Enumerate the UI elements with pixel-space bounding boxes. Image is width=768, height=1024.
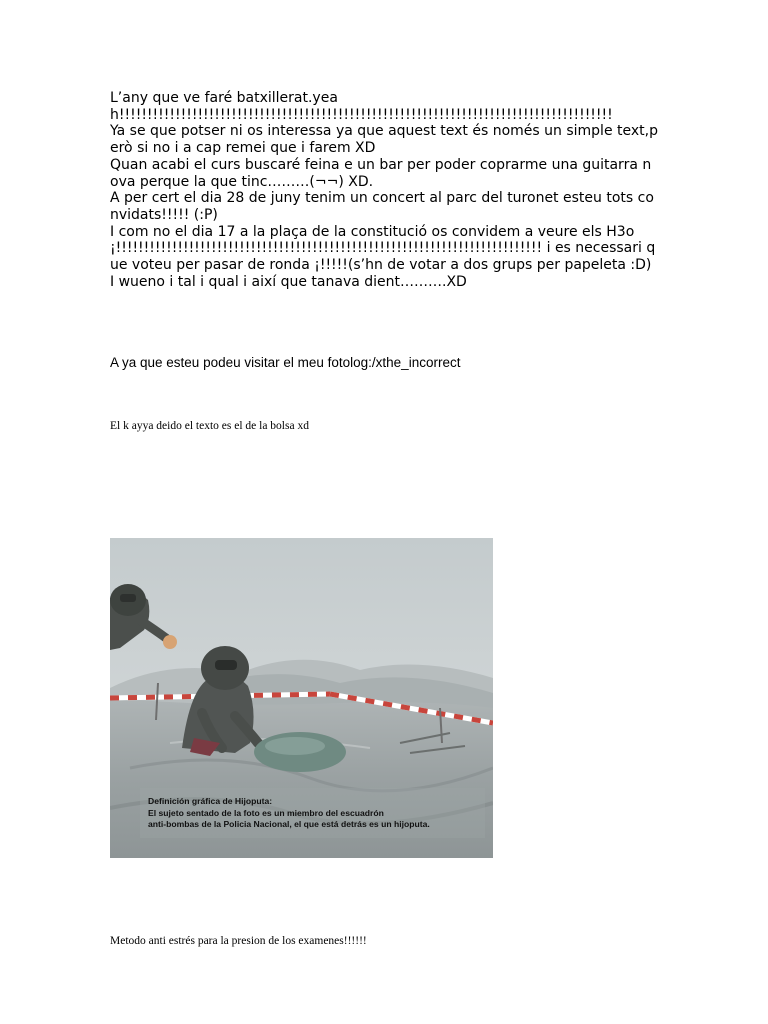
footer-line: Metodo anti estrés para la presion de los examenes!!!!!! xyxy=(110,935,367,947)
photo-bomb-squad xyxy=(110,538,493,858)
fotolog-line: A ya que esteu podeu visitar el meu fotolog:/xthe_incorrect xyxy=(110,355,461,370)
main-text-block xyxy=(110,90,658,290)
paragraph-vote: I com no el dia 17 a la plaça de la constitució os convidem a veure els H3o ¡!!!!!!!!!!!!!!!!!!!!!!!!!!!!!!!!!!!!!!!!!!!!!!!!!!!!!!!!!!!!!!!!!!!!!!!!!!!! i es necessari que voteu per pasar de ronda ¡!!!!!(s’hn de votar a dos grups per papeleta :D) xyxy=(110,223,656,274)
paragraph-closing: I wueno i tal i qual i així que tanava dient……….XD xyxy=(110,273,467,290)
paragraph-interest: Ya se que potser ni os interessa ya que aquest text és només un simple text,però si no i a cap remei que i farem XD xyxy=(110,123,658,157)
caption-line-3: anti-bombas de la Policia Nacional, el que está detrás es un hijoputa. xyxy=(148,819,430,829)
paragraph-guitar: Quan acabi el curs buscaré feina e un bar per poder coprarme una guitarra nova perque la que tinc………(¬¬) XD. xyxy=(110,156,652,190)
caption-line-1: Definición gráfica de Hijoputa: xyxy=(148,796,273,806)
note-line: El k ayya deido el texto es el de la bolsa xd xyxy=(110,420,309,432)
paragraph-batxillerat: L’any que ve faré batxillerat.yeah!!!!!!!!!!!!!!!!!!!!!!!!!!!!!!!!!!!!!!!!!!!!!!!!!!!!!!!!!!!!!!!!!!!!!!!!!!!!!!!!!!!!!!!! xyxy=(110,90,613,123)
paragraph-concert: A per cert el dia 28 de juny tenim un concert al parc del turonet esteu tots convidats!!!!! (:P) xyxy=(110,190,654,223)
photo-caption xyxy=(148,796,488,831)
caption-line-2: El sujeto sentado de la foto es un miembro del escuadrón xyxy=(148,807,384,818)
